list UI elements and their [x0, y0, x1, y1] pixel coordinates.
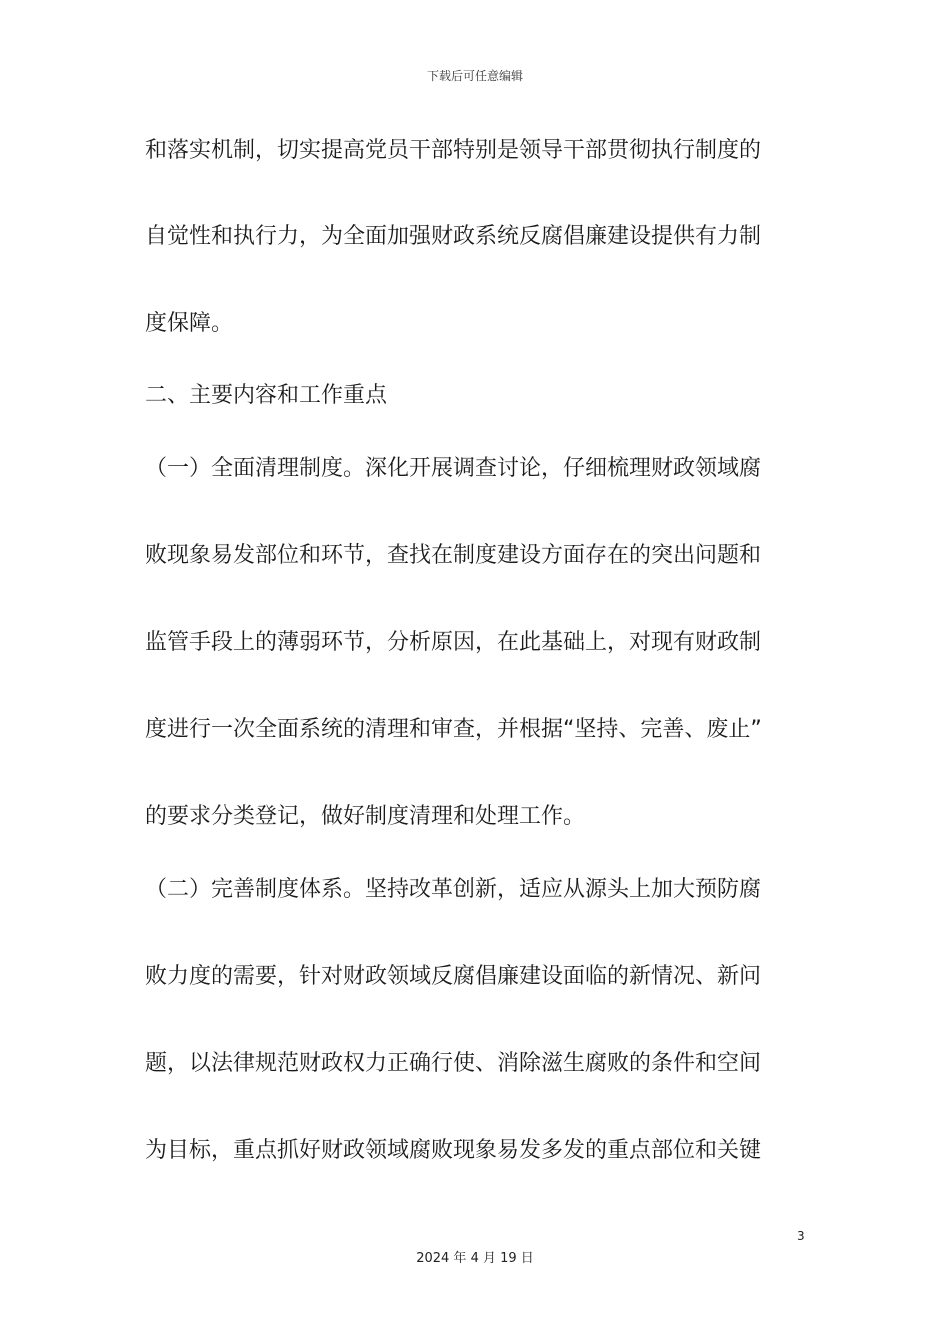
- body-line-11: 败力度的需要，针对财政领域反腐倡廉建设面临的新情况、新问: [145, 964, 762, 989]
- page-number: 3: [797, 1229, 805, 1243]
- footer-date: 2024 年 4 月 19 日: [416, 1251, 534, 1266]
- body-line-10: （二）完善制度体系。坚持改革创新，适应从源头上加大预防腐: [145, 877, 762, 902]
- page-header: 下载后可任意编辑: [426, 69, 523, 83]
- body-line-5: （一）全面清理制度。深化开展调查讨论，仔细梳理财政领域腐: [145, 456, 762, 481]
- section-heading: 二、主要内容和工作重点: [145, 383, 388, 408]
- body-line-12: 题，以法律规范财政权力正确行使、消除滋生腐败的条件和空间: [145, 1051, 762, 1076]
- body-line-13: 为目标，重点抓好财政领域腐败现象易发多发的重点部位和关键: [145, 1138, 762, 1163]
- body-line-1: 和落实机制，切实提高党员干部特别是领导干部贯彻执行制度的: [145, 138, 762, 163]
- body-line-6: 败现象易发部位和环节，查找在制度建设方面存在的突出问题和: [145, 543, 762, 568]
- body-line-2: 自觉性和执行力，为全面加强财政系统反腐倡廉建设提供有力制: [145, 224, 762, 249]
- body-line-8: 度进行一次全面系统的清理和审查，并根据“坚持、完善、废止”: [145, 717, 762, 742]
- body-line-7: 监管手段上的薄弱环节，分析原因，在此基础上，对现有财政制: [145, 630, 762, 655]
- body-line-9: 的要求分类登记，做好制度清理和处理工作。: [145, 804, 586, 829]
- body-line-3: 度保障。: [145, 311, 234, 336]
